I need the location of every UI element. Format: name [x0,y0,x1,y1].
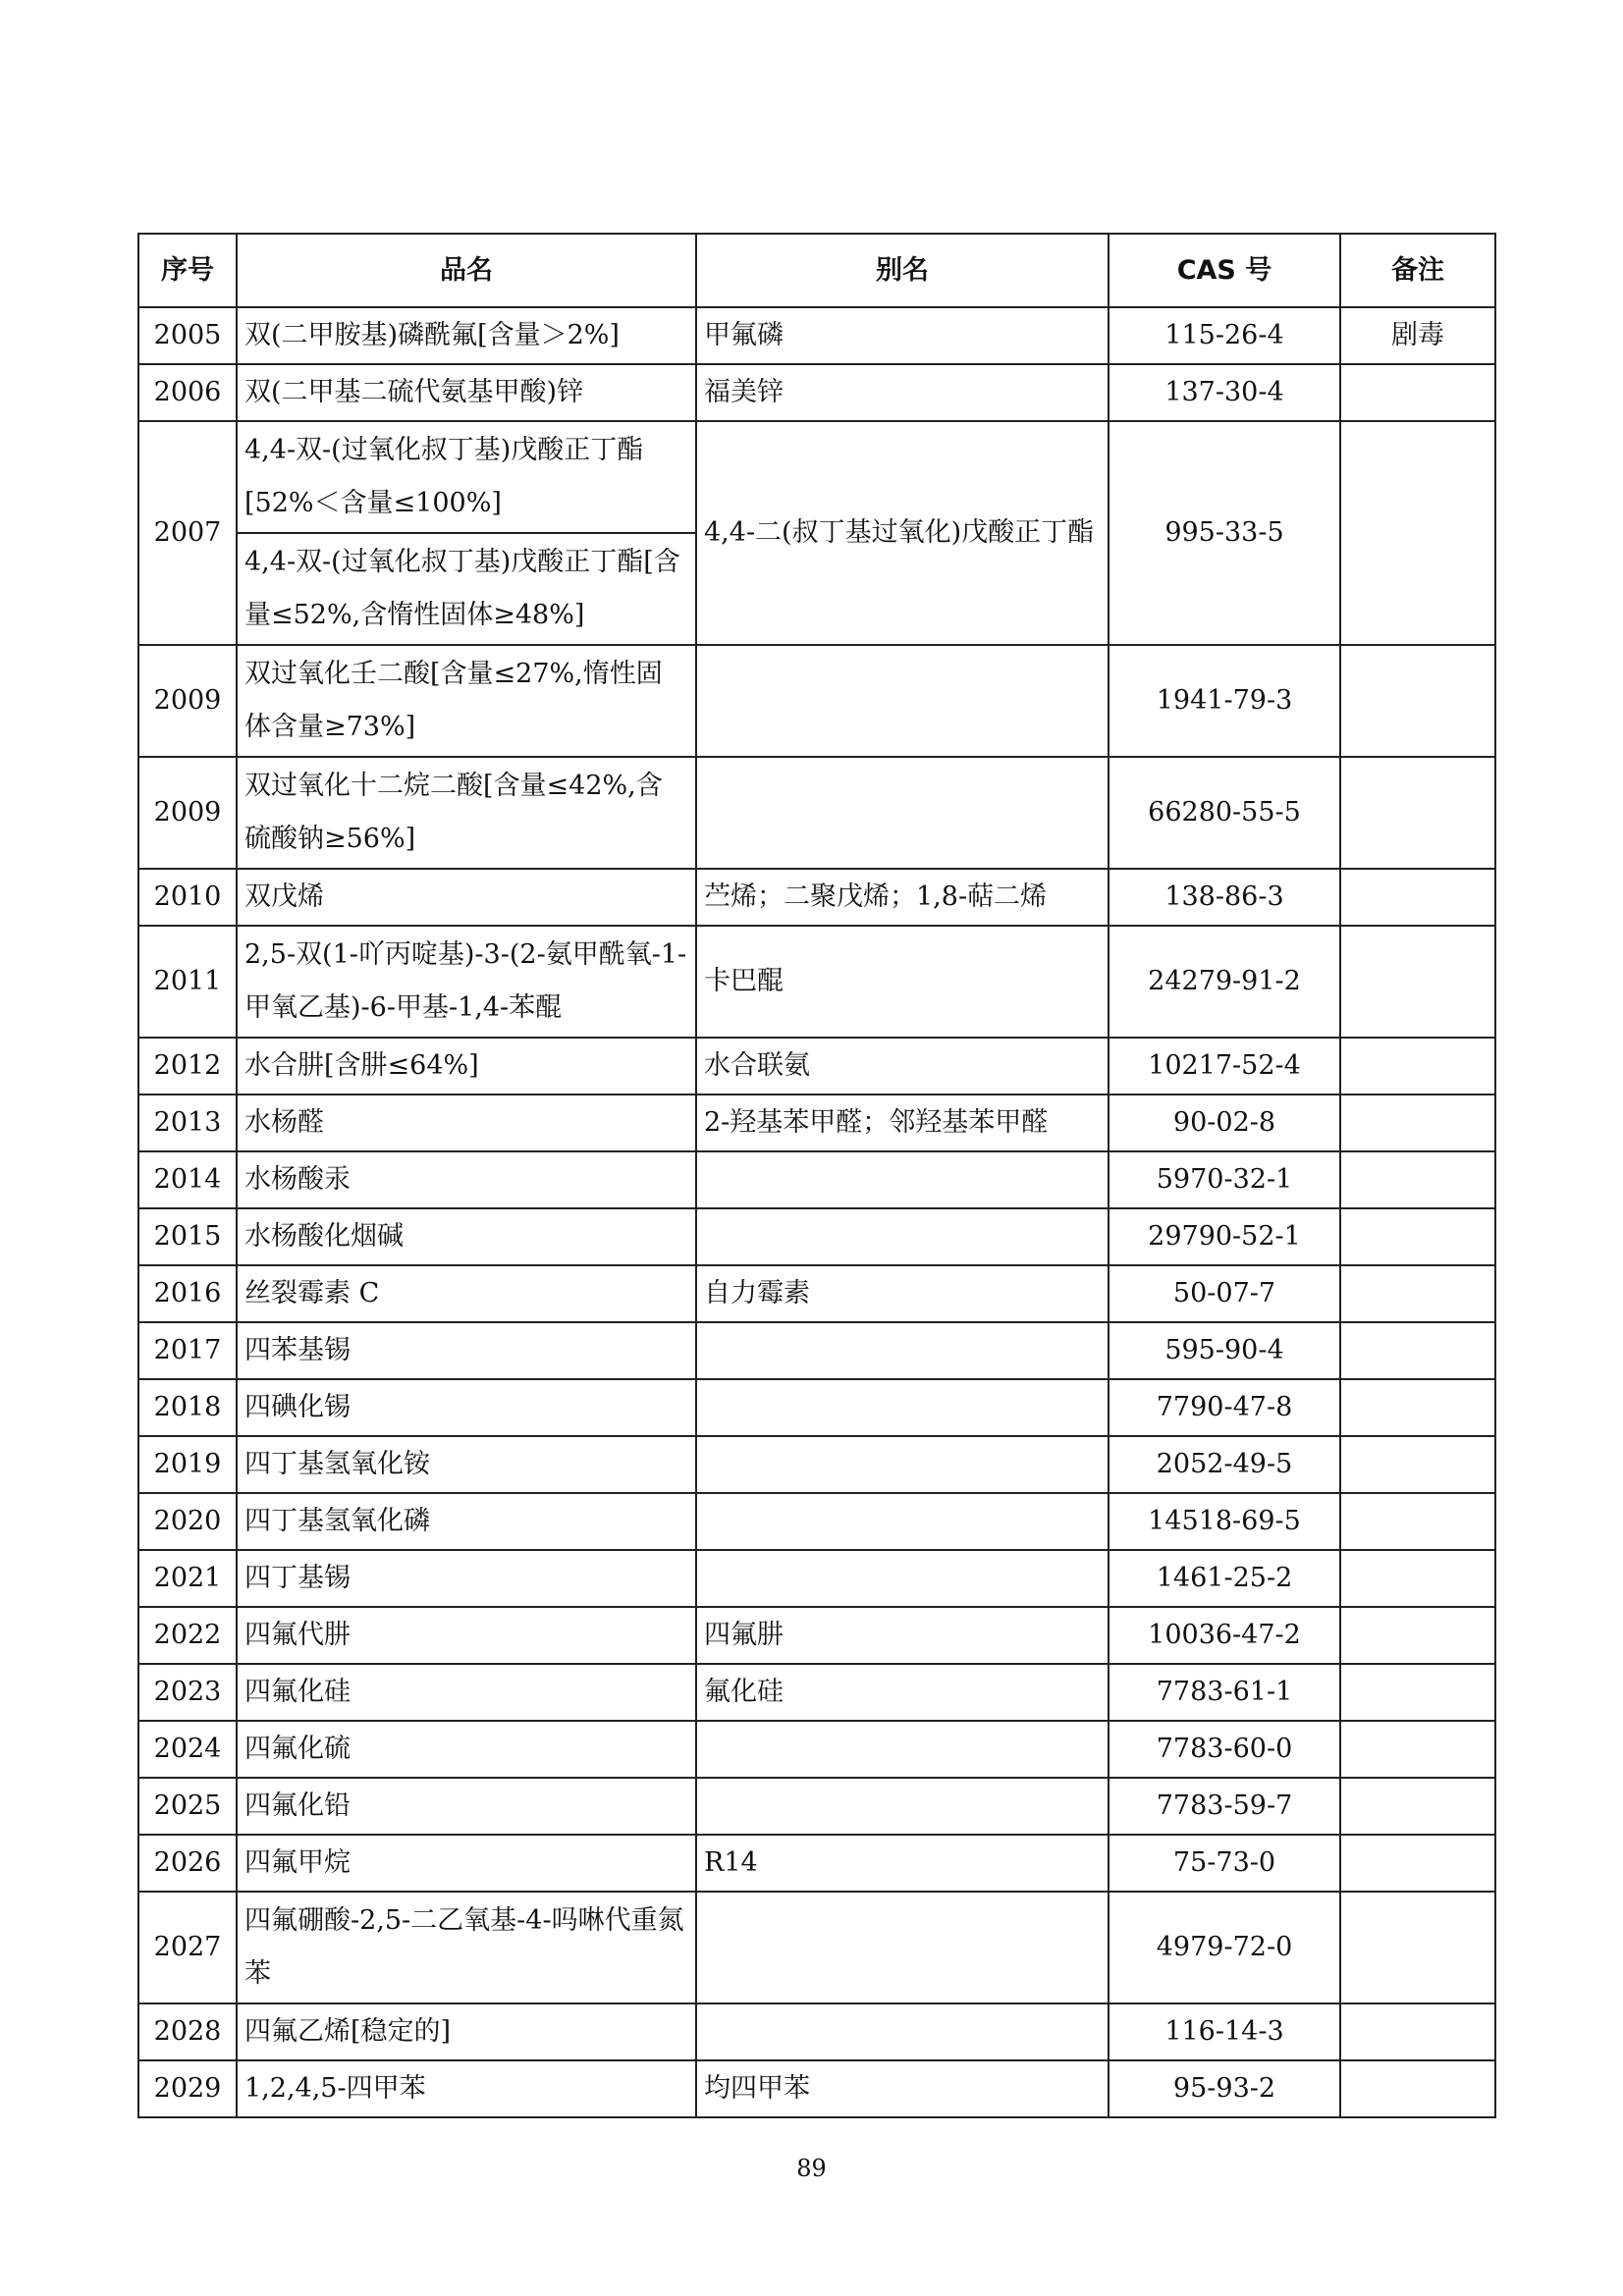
cell-name: 丝裂霉素 C [237,1265,696,1322]
cell-name: 双过氧化壬二酸[含量≤27%,惰性固体含量≥73%] [237,645,696,757]
cell-note [1340,645,1495,757]
cell-cas: 10036-47-2 [1109,1607,1340,1664]
cell-note [1340,1778,1495,1835]
cell-note [1340,1265,1495,1322]
cell-note [1340,1379,1495,1436]
cell-name: 双(二甲基二硫代氨基甲酸)锌 [237,364,696,421]
table-row [138,421,1495,533]
cell-cas: 7790-47-8 [1109,1379,1340,1436]
cell-cas: 595-90-4 [1109,1322,1340,1379]
cell-name: 4,4-双-(过氧化叔丁基)戊酸正丁酯[52%＜含量≤100%] [237,421,696,533]
cell-no: 2017 [138,1322,237,1379]
header-alias: 别名 [696,234,1109,307]
cell-note [1340,757,1495,869]
cell-note [1340,2003,1495,2060]
cell-alias [696,1436,1109,1493]
cell-alias: 甲氟磷 [696,307,1109,364]
cell-alias: 苎烯；二聚戊烯；1,8-萜二烯 [696,869,1109,926]
cell-no: 2029 [138,2060,237,2117]
cell-name: 四氟乙烯[稳定的] [237,2003,696,2060]
cell-note [1340,1892,1495,2003]
cell-no: 2022 [138,1607,237,1664]
header-name: 品名 [237,234,696,307]
cell-no: 2025 [138,1778,237,1835]
cell-note [1340,1151,1495,1208]
cell-name: 双(二甲胺基)磷酰氟[含量＞2%] [237,307,696,364]
cell-note [1340,1835,1495,1892]
table-row [138,1778,1495,1835]
cell-alias: 自力霉素 [696,1265,1109,1322]
chemical-table [137,233,1496,2118]
cell-note [1340,1322,1495,1379]
table-row [138,926,1495,1038]
table-row [138,364,1495,421]
cell-alias: 均四甲苯 [696,2060,1109,2117]
cell-alias [696,1151,1109,1208]
cell-note [1340,1038,1495,1095]
cell-name: 2,5-双(1-吖丙啶基)-3-(2-氨甲酰氧-1-甲氧乙基)-6-甲基-1,4-苯醌 [237,926,696,1038]
cell-no: 2021 [138,1550,237,1607]
table-row [138,1664,1495,1721]
cell-alias: 四氟肼 [696,1607,1109,1664]
cell-alias [696,1550,1109,1607]
cell-cas: 7783-61-1 [1109,1664,1340,1721]
cell-cas: 1941-79-3 [1109,645,1340,757]
cell-no: 2015 [138,1208,237,1265]
table-row [138,1038,1495,1095]
cell-cas: 1461-25-2 [1109,1550,1340,1607]
cell-note [1340,1607,1495,1664]
cell-cas: 24279-91-2 [1109,926,1340,1038]
cell-name: 四丁基锡 [237,1550,696,1607]
cell-cas: 50-07-7 [1109,1265,1340,1322]
cell-no: 2014 [138,1151,237,1208]
cell-no: 2018 [138,1379,237,1436]
cell-cas: 7783-60-0 [1109,1721,1340,1778]
cell-name: 双戊烯 [237,869,696,926]
table-row [138,1265,1495,1322]
table-row [138,1436,1495,1493]
cell-alias: 福美锌 [696,364,1109,421]
header-cas: CAS 号 [1109,234,1340,307]
cell-name: 水杨酸化烟碱 [237,1208,696,1265]
cell-no: 2010 [138,869,237,926]
cell-note [1340,1721,1495,1778]
table-row [138,1550,1495,1607]
cell-name: 四氟化硫 [237,1721,696,1778]
cell-name: 四碘化锡 [237,1379,696,1436]
cell-no: 2016 [138,1265,237,1322]
cell-note [1340,869,1495,926]
cell-no: 2023 [138,1664,237,1721]
cell-alias: 卡巴醌 [696,926,1109,1038]
cell-name: 四苯基锡 [237,1322,696,1379]
cell-no: 2009 [138,757,237,869]
header-note: 备注 [1340,234,1495,307]
table-header-row [138,234,1495,307]
table-row [138,1095,1495,1151]
cell-name: 四丁基氢氧化磷 [237,1493,696,1550]
cell-note [1340,1436,1495,1493]
cell-no: 2026 [138,1835,237,1892]
cell-name: 四氟代肼 [237,1607,696,1664]
table-row [138,1151,1495,1208]
cell-name: 四氟化铅 [237,1778,696,1835]
table-row [138,1892,1495,2003]
cell-cas: 995-33-5 [1109,421,1340,645]
cell-cas: 116-14-3 [1109,2003,1340,2060]
cell-cas: 2052-49-5 [1109,1436,1340,1493]
cell-alias: 水合联氨 [696,1038,1109,1095]
cell-alias [696,2003,1109,2060]
cell-cas: 66280-55-5 [1109,757,1340,869]
cell-note [1340,1493,1495,1550]
cell-no: 2028 [138,2003,237,2060]
cell-no: 2020 [138,1493,237,1550]
cell-no: 2005 [138,307,237,364]
page-number: 89 [796,2155,827,2182]
cell-name: 水合肼[含肼≤64%] [237,1038,696,1095]
cell-no: 2027 [138,1892,237,2003]
cell-note: 剧毒 [1340,307,1495,364]
cell-cas: 95-93-2 [1109,2060,1340,2117]
table-row [138,1721,1495,1778]
cell-cas: 4979-72-0 [1109,1892,1340,2003]
cell-alias: 2-羟基苯甲醛；邻羟基苯甲醛 [696,1095,1109,1151]
cell-no: 2013 [138,1095,237,1151]
table-row [138,1208,1495,1265]
cell-cas: 137-30-4 [1109,364,1340,421]
cell-cas: 7783-59-7 [1109,1778,1340,1835]
cell-alias [696,757,1109,869]
cell-alias [696,645,1109,757]
cell-no: 2009 [138,645,237,757]
table-row [138,1322,1495,1379]
cell-note [1340,926,1495,1038]
cell-note [1340,1095,1495,1151]
cell-no: 2006 [138,364,237,421]
table-row [138,1493,1495,1550]
cell-cas: 75-73-0 [1109,1835,1340,1892]
cell-alias: 氟化硅 [696,1664,1109,1721]
cell-alias [696,1493,1109,1550]
cell-name: 四氟甲烷 [237,1835,696,1892]
cell-note [1340,1664,1495,1721]
cell-no: 2011 [138,926,237,1038]
cell-alias [696,1322,1109,1379]
cell-alias: R14 [696,1835,1109,1892]
cell-cas: 5970-32-1 [1109,1151,1340,1208]
cell-alias: 4,4-二(叔丁基过氧化)戊酸正丁酯 [696,421,1109,645]
cell-no: 2012 [138,1038,237,1095]
cell-no: 2019 [138,1436,237,1493]
cell-cas: 138-86-3 [1109,869,1340,926]
cell-alias [696,1379,1109,1436]
cell-alias [696,1208,1109,1265]
cell-alias [696,1892,1109,2003]
table-row [138,2003,1495,2060]
table-row [138,307,1495,364]
cell-name: 四丁基氢氧化铵 [237,1436,696,1493]
cell-note [1340,1208,1495,1265]
table-row [138,1607,1495,1664]
table-row [138,645,1495,757]
header-no: 序号 [138,234,237,307]
cell-cas: 90-02-8 [1109,1095,1340,1151]
cell-cas: 115-26-4 [1109,307,1340,364]
cell-name: 4,4-双-(过氧化叔丁基)戊酸正丁酯[含量≤52%,含惰性固体≥48%] [237,533,696,645]
cell-name: 四氟化硅 [237,1664,696,1721]
cell-note [1340,2060,1495,2117]
table-row [138,1379,1495,1436]
cell-cas: 14518-69-5 [1109,1493,1340,1550]
table-row [138,869,1495,926]
cell-name: 双过氧化十二烷二酸[含量≤42%,含硫酸钠≥56%] [237,757,696,869]
cell-name: 1,2,4,5-四甲苯 [237,2060,696,2117]
cell-cas: 10217-52-4 [1109,1038,1340,1095]
cell-note [1340,1550,1495,1607]
table-row [138,757,1495,869]
cell-note [1340,364,1495,421]
cell-name: 四氟硼酸-2,5-二乙氧基-4-吗啉代重氮苯 [237,1892,696,2003]
cell-no: 2024 [138,1721,237,1778]
cell-name: 水杨醛 [237,1095,696,1151]
cell-alias [696,1778,1109,1835]
table-row [138,1835,1495,1892]
cell-no: 2007 [138,421,237,645]
cell-cas: 29790-52-1 [1109,1208,1340,1265]
table-row [138,2060,1495,2117]
cell-note [1340,421,1495,645]
cell-alias [696,1721,1109,1778]
cell-name: 水杨酸汞 [237,1151,696,1208]
